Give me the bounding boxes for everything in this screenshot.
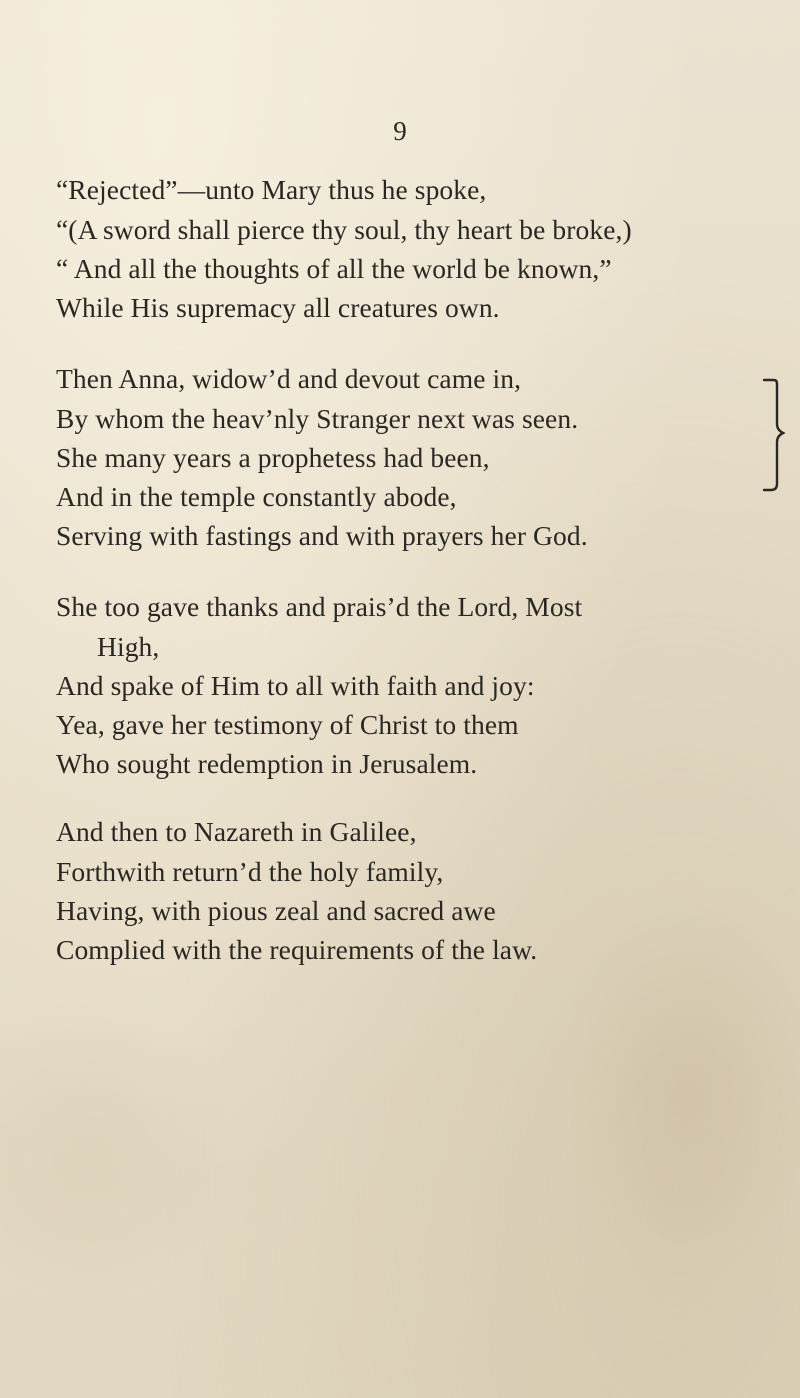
verse-line: And then to Nazareth in Galilee, bbox=[56, 816, 417, 847]
verse-line: Who sought redemption in Jerusalem. bbox=[56, 748, 478, 779]
verse-line: Yea, gave her testimony of Christ to them bbox=[56, 709, 519, 740]
verse-line: Forthwith return’d the holy family, bbox=[56, 856, 444, 887]
verse-line: Having, with pious zeal and sacred awe bbox=[56, 895, 496, 926]
verse-line: “ And all the thoughts of all the world be known,” bbox=[56, 253, 612, 284]
verse-line: And spake of Him to all with faith and joy: bbox=[56, 670, 535, 701]
paper-stain-2 bbox=[0, 1000, 240, 1300]
verse-line: And in the temple constantly abode, bbox=[56, 481, 457, 512]
triplet-brace-icon bbox=[758, 372, 788, 498]
verse-line: Then Anna, widow’d and devout came in, bbox=[56, 363, 522, 394]
verse-line: She too gave thanks and prais’d the Lord, Most bbox=[56, 591, 583, 622]
verse-line-continuation: High, bbox=[97, 631, 160, 662]
verse-line: Complied with the requirements of the law. bbox=[56, 934, 538, 965]
verse-line: She many years a prophetess had been, bbox=[56, 442, 490, 473]
verse-line: By whom the heav’nly Stranger next was seen. bbox=[56, 403, 579, 434]
page-number: 9 bbox=[393, 116, 407, 146]
verse-line: Serving with fastings and with prayers her God. bbox=[56, 520, 588, 551]
paper-stain-1 bbox=[560, 900, 800, 1280]
verse-line: “Rejected”—unto Mary thus he spoke, bbox=[56, 174, 487, 205]
verse-line: “(A sword shall pierce thy soul, thy heart be broke,) bbox=[56, 214, 632, 245]
verse-line: While His supremacy all creatures own. bbox=[56, 292, 500, 323]
